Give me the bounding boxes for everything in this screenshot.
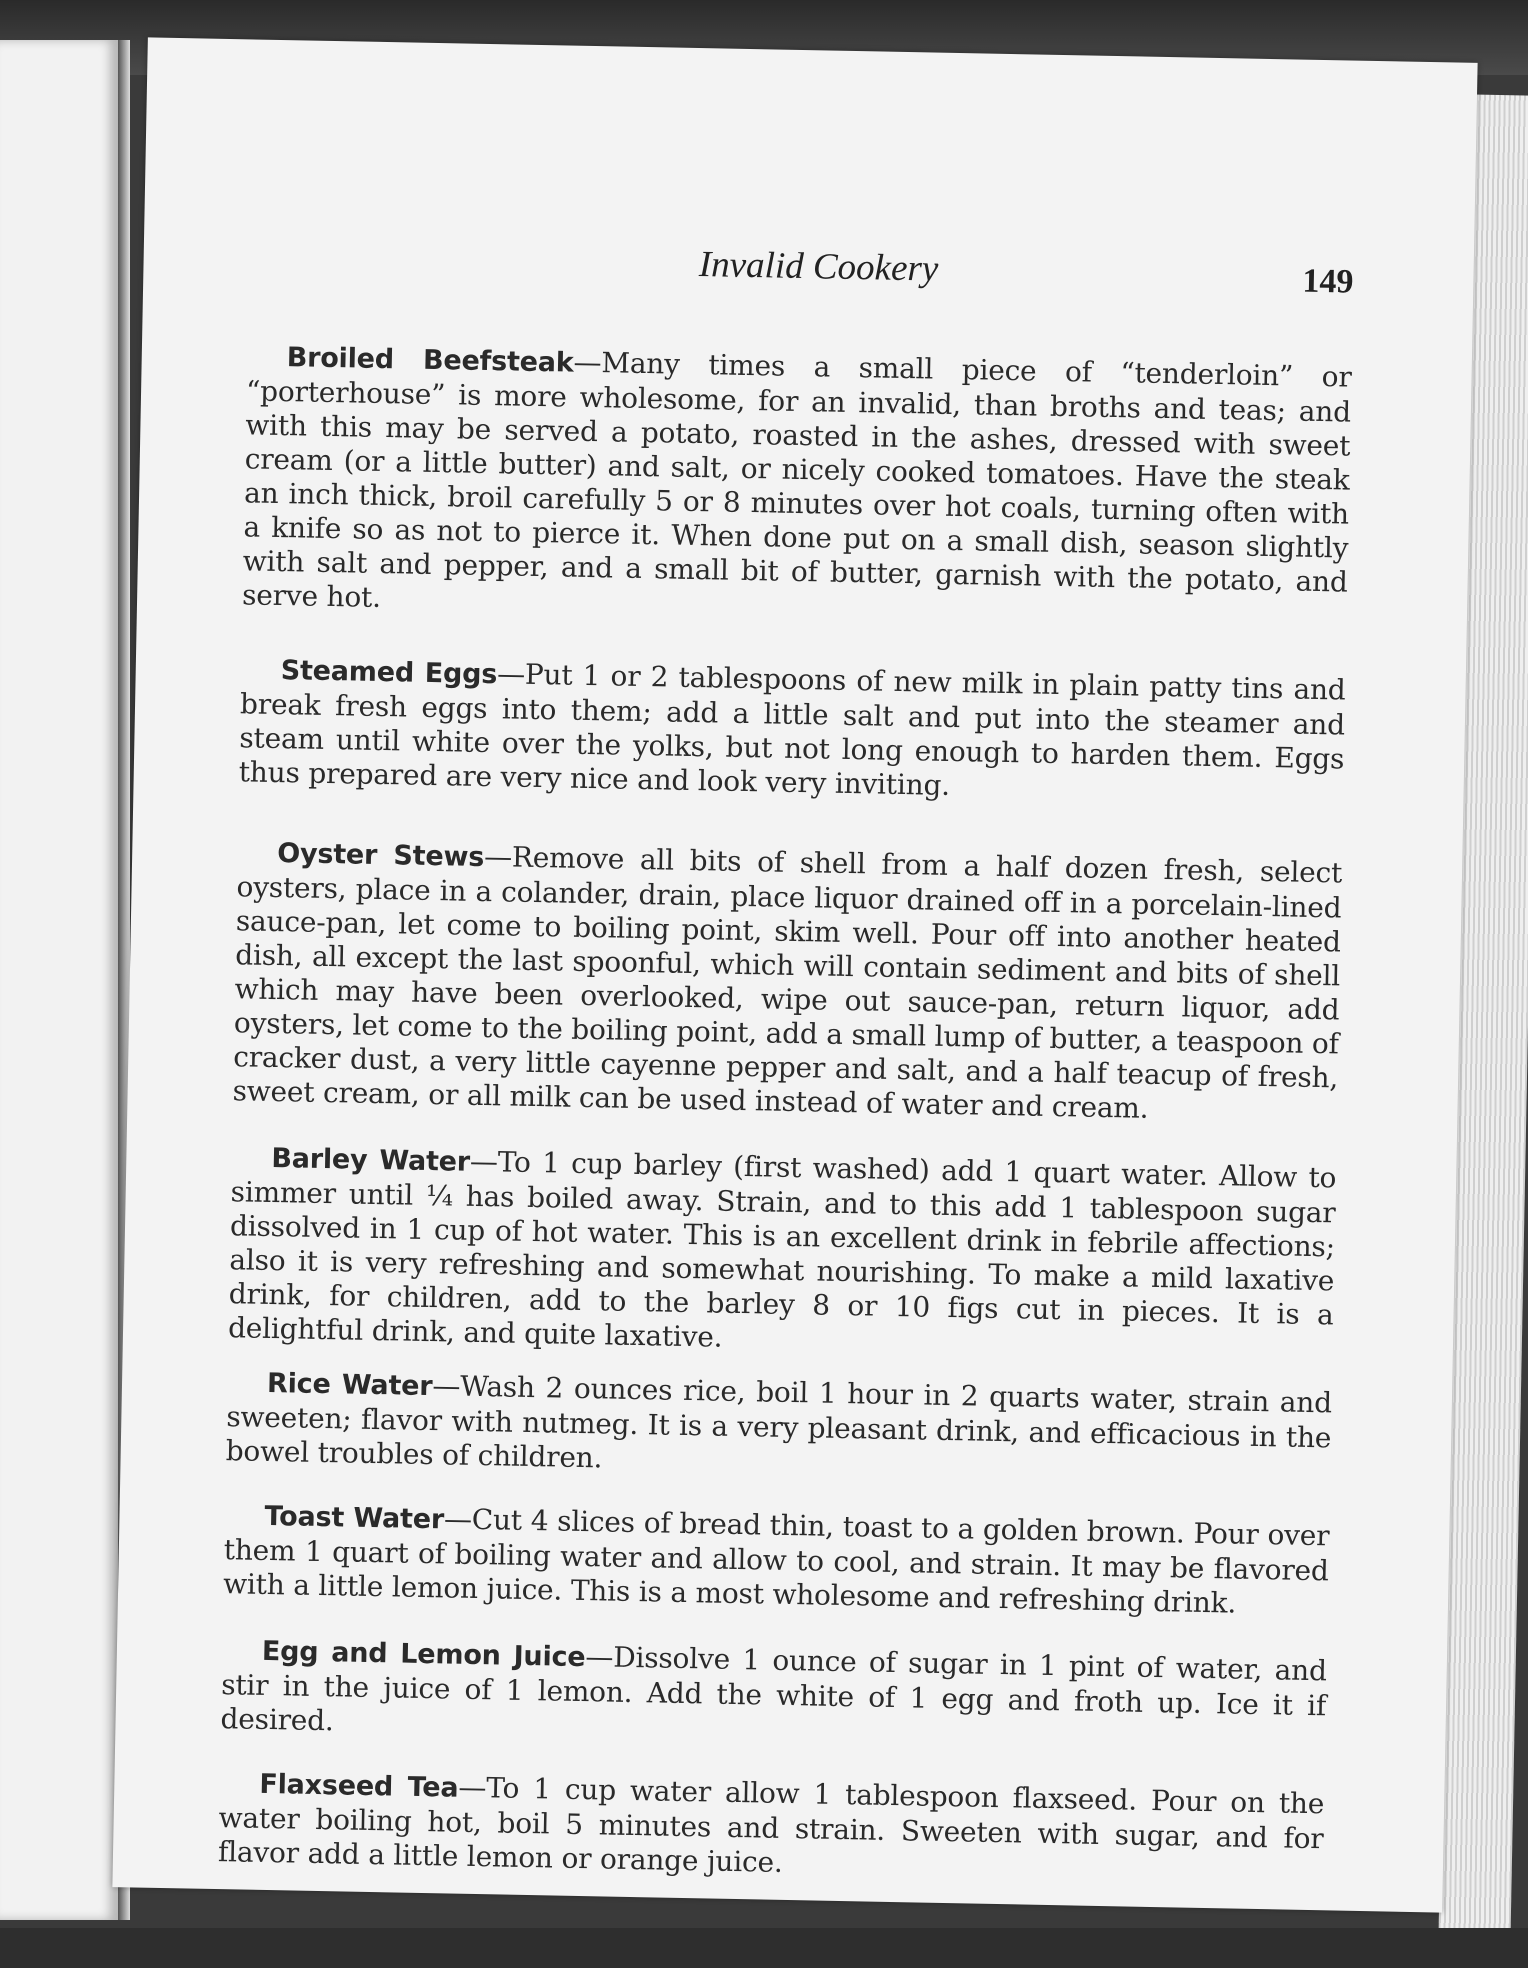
recipe-title: Toast Water: [264, 1500, 445, 1536]
recipe-text: —Put 1 or 2 tablespoons of new milk in plain patty tins and break fresh eggs into them; add a little salt and put into the steamer and steam until white over the yolks, but not long enough to harden them. Eggs thus prepared are very nice and look very inviting.: [238, 657, 1346, 802]
running-head: Invalid Cookery: [698, 244, 939, 290]
recipe-text: —To 1 cup barley (first washed) add 1 quart water. Allow to simmer until ¼ has boiled away. Strain, and to this add 1 tablespoon sugar dissolved in 1 cup of hot water. This is an excellent drink in febrile affections; also it is very refreshing and somewhat nourishing. To make a mild laxative drink, for children, add to the barley 8 or 10 figs cut in pieces. It is a delightful drink, and quite laxative.: [227, 1144, 1337, 1354]
recipe-title: Broiled Beefsteak: [286, 342, 574, 379]
recipe-title: Egg and Lemon Juice: [261, 1635, 586, 1674]
recipe-text: —Many times a small piece of “tenderloin” or “porterhouse” is more wholesome, for an invalid, than broths and teas; and with this may be served a potato, roasted in the ashes, dressed with sweet cream (or a little butter) and salt, or nicely cooked tomatoes. Have the steak an inch thick, broil carefully 5 or 8 minutes over hot coals, turning often with a knife so as not to pierce it. When done put on a small dish, season slightly with salt and pepper, and a small bit of butter, garnish with the potato, and serve hot.: [241, 345, 1352, 614]
recipe-title: Flaxseed Tea: [259, 1768, 459, 1804]
recipe-text: —Dissolve 1 ounce of sugar in 1 pint of water, and stir in the juice of 1 lemon. Add the white of 1 egg and froth up. Ice it if desired.: [220, 1640, 1328, 1738]
recipe-text: —Wash 2 ounces rice, boil 1 hour in 2 quarts water, strain and sweeten; flavor with nutmeg. It is a very pleasant drink, and efficacious in the bowel troubles of children.: [225, 1369, 1333, 1475]
book-page: [112, 37, 1477, 1912]
recipe-barley-water: [228, 1140, 1337, 1366]
recipe-toast-water: [223, 1498, 1330, 1622]
recipe-text: —Cut 4 slices of bread thin, toast to a golden brown. Pour over them 1 quart of boiling water and allow to cool, and strain. It may be flavored with a little lemon juice. This is a most wholesome and refreshing drink.: [222, 1502, 1330, 1620]
recipe-rice-water: [225, 1365, 1332, 1489]
recipe-broiled-beefsteak: [242, 339, 1352, 633]
recipe-oyster-stews: [232, 835, 1342, 1129]
recipe-text: —To 1 cup water allow 1 tablespoon flaxseed. Pour on the water boiling hot, boil 5 minutes and strain. Sweeten with sugar, and for flavor add a little lemon or orange juice.: [217, 1770, 1325, 1879]
recipe-text: —Remove all bits of shell from a half dozen fresh, select oysters, place in a colander, drain, place liquor drained off in a porcelain-lined sauce-pan, let come to boiling point, skim well. Pour off into another heated dish, all except the last spoonful, which will contain sediment and bits of shell which may have been overlooked, wipe out sauce-pan, return liquor, add oysters, let come to the boiling point, add a small lump of butter, a teaspoon of cracker dust, a very little cayenne pepper and salt, and a half teacup of fresh, sweet cream, or all milk can be used instead of water and cream.: [232, 840, 1343, 1125]
recipe-list: [218, 339, 1352, 1890]
facing-page-edge: [0, 40, 118, 1920]
recipe-egg-and-lemon-juice: [220, 1633, 1327, 1757]
recipe-title: Barley Water: [271, 1142, 471, 1178]
recipe-steamed-eggs: [238, 652, 1345, 810]
recipe-title: Oyster Stews: [276, 838, 485, 874]
recipe-title: Steamed Eggs: [280, 655, 498, 691]
scan-bottom-shadow: [0, 1928, 1528, 1968]
page-header: [283, 235, 1354, 316]
page-number: 149: [1302, 262, 1354, 301]
recipe-flaxseed-tea: [218, 1766, 1325, 1890]
recipe-title: Rice Water: [266, 1367, 433, 1403]
